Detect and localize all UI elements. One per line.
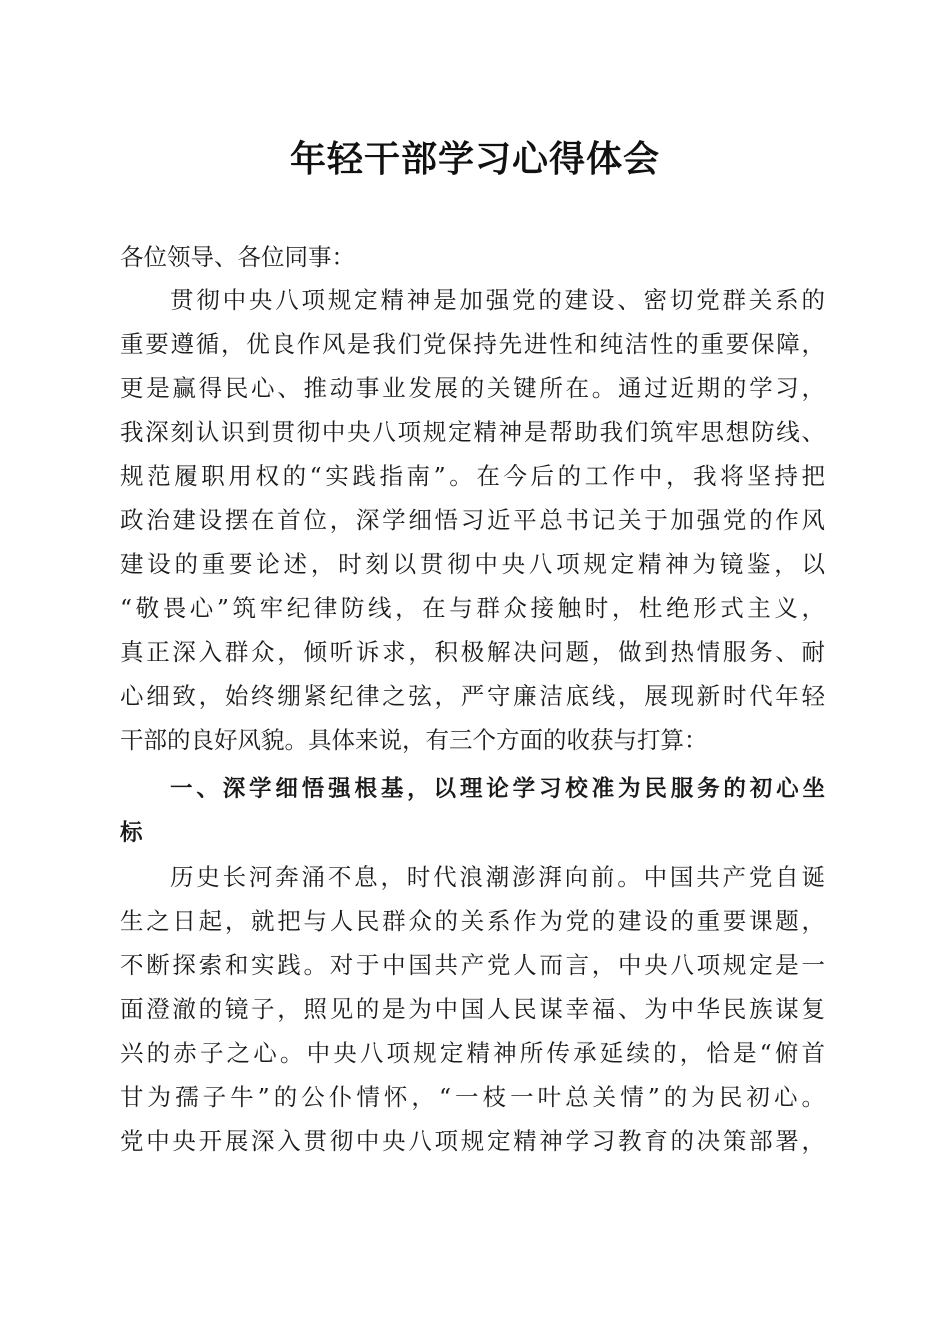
section-heading-1-cont: 标	[120, 820, 143, 846]
body-line-section-7: 党中央开展深入贯彻中央八项规定精神学习教育的决策部署，	[120, 1127, 825, 1155]
body-line-intro-11: 干部的良好风貌。具体来说，有三个方面的收获与打算：	[120, 726, 708, 754]
body-line-intro-7: 建设的重要论述，时刻以贯彻中央八项规定精神为镜鉴，以	[120, 550, 825, 578]
section-heading-1: 一、深学细悟强根基，以理论学习校准为民服务的初心坐	[170, 776, 825, 802]
body-line-intro-2: 重要遵循，优良作风是我们党保持先进性和纯洁性的重要保障，	[120, 330, 825, 358]
body-line-intro-10: 心细致，始终绷紧纪律之弦，严守廉洁底线，展现新时代年轻	[120, 682, 825, 710]
body-line-section-1: 历史长河奔涌不息，时代浪潮澎湃向前。中国共产党自诞	[170, 863, 825, 891]
body-line-intro-1: 贯彻中央八项规定精神是加强党的建设、密切党群关系的	[170, 286, 825, 314]
body-line-section-3: 不断探索和实践。对于中国共产党人而言，中央八项规定是一	[120, 951, 825, 979]
document-title: 年轻干部学习心得体会	[289, 138, 660, 180]
body-line-intro-9: 真正深入群众，倾听诉求，积极解决问题，做到热情服务、耐	[120, 638, 825, 666]
body-line-section-5: 兴的赤子之心。中央八项规定精神所传承延续的，恰是“俯首	[120, 1039, 825, 1067]
body-line-section-4: 面澄澈的镜子，照见的是为中国人民谋幸福、为中华民族谋复	[120, 995, 825, 1023]
body-line-intro-8: “敬畏心”筑牢纪律防线，在与群众接触时，杜绝形式主义，	[120, 594, 825, 622]
salutation-line: 各位领导、各位同事：	[120, 243, 355, 271]
body-line-intro-4: 我深刻认识到贯彻中央八项规定精神是帮助我们筑牢思想防线、	[120, 418, 825, 446]
body-line-intro-3: 更是赢得民心、推动事业发展的关键所在。通过近期的学习，	[120, 374, 825, 402]
body-line-section-2: 生之日起，就把与人民群众的关系作为党的建设的重要课题，	[120, 907, 825, 935]
body-line-intro-5: 规范履职用权的“实践指南”。在今后的工作中，我将坚持把	[120, 462, 825, 490]
body-line-intro-6: 政治建设摆在首位，深学细悟习近平总书记关于加强党的作风	[120, 506, 825, 534]
body-line-section-6: 甘为孺子牛”的公仆情怀，“一枝一叶总关情”的为民初心。	[120, 1083, 825, 1111]
